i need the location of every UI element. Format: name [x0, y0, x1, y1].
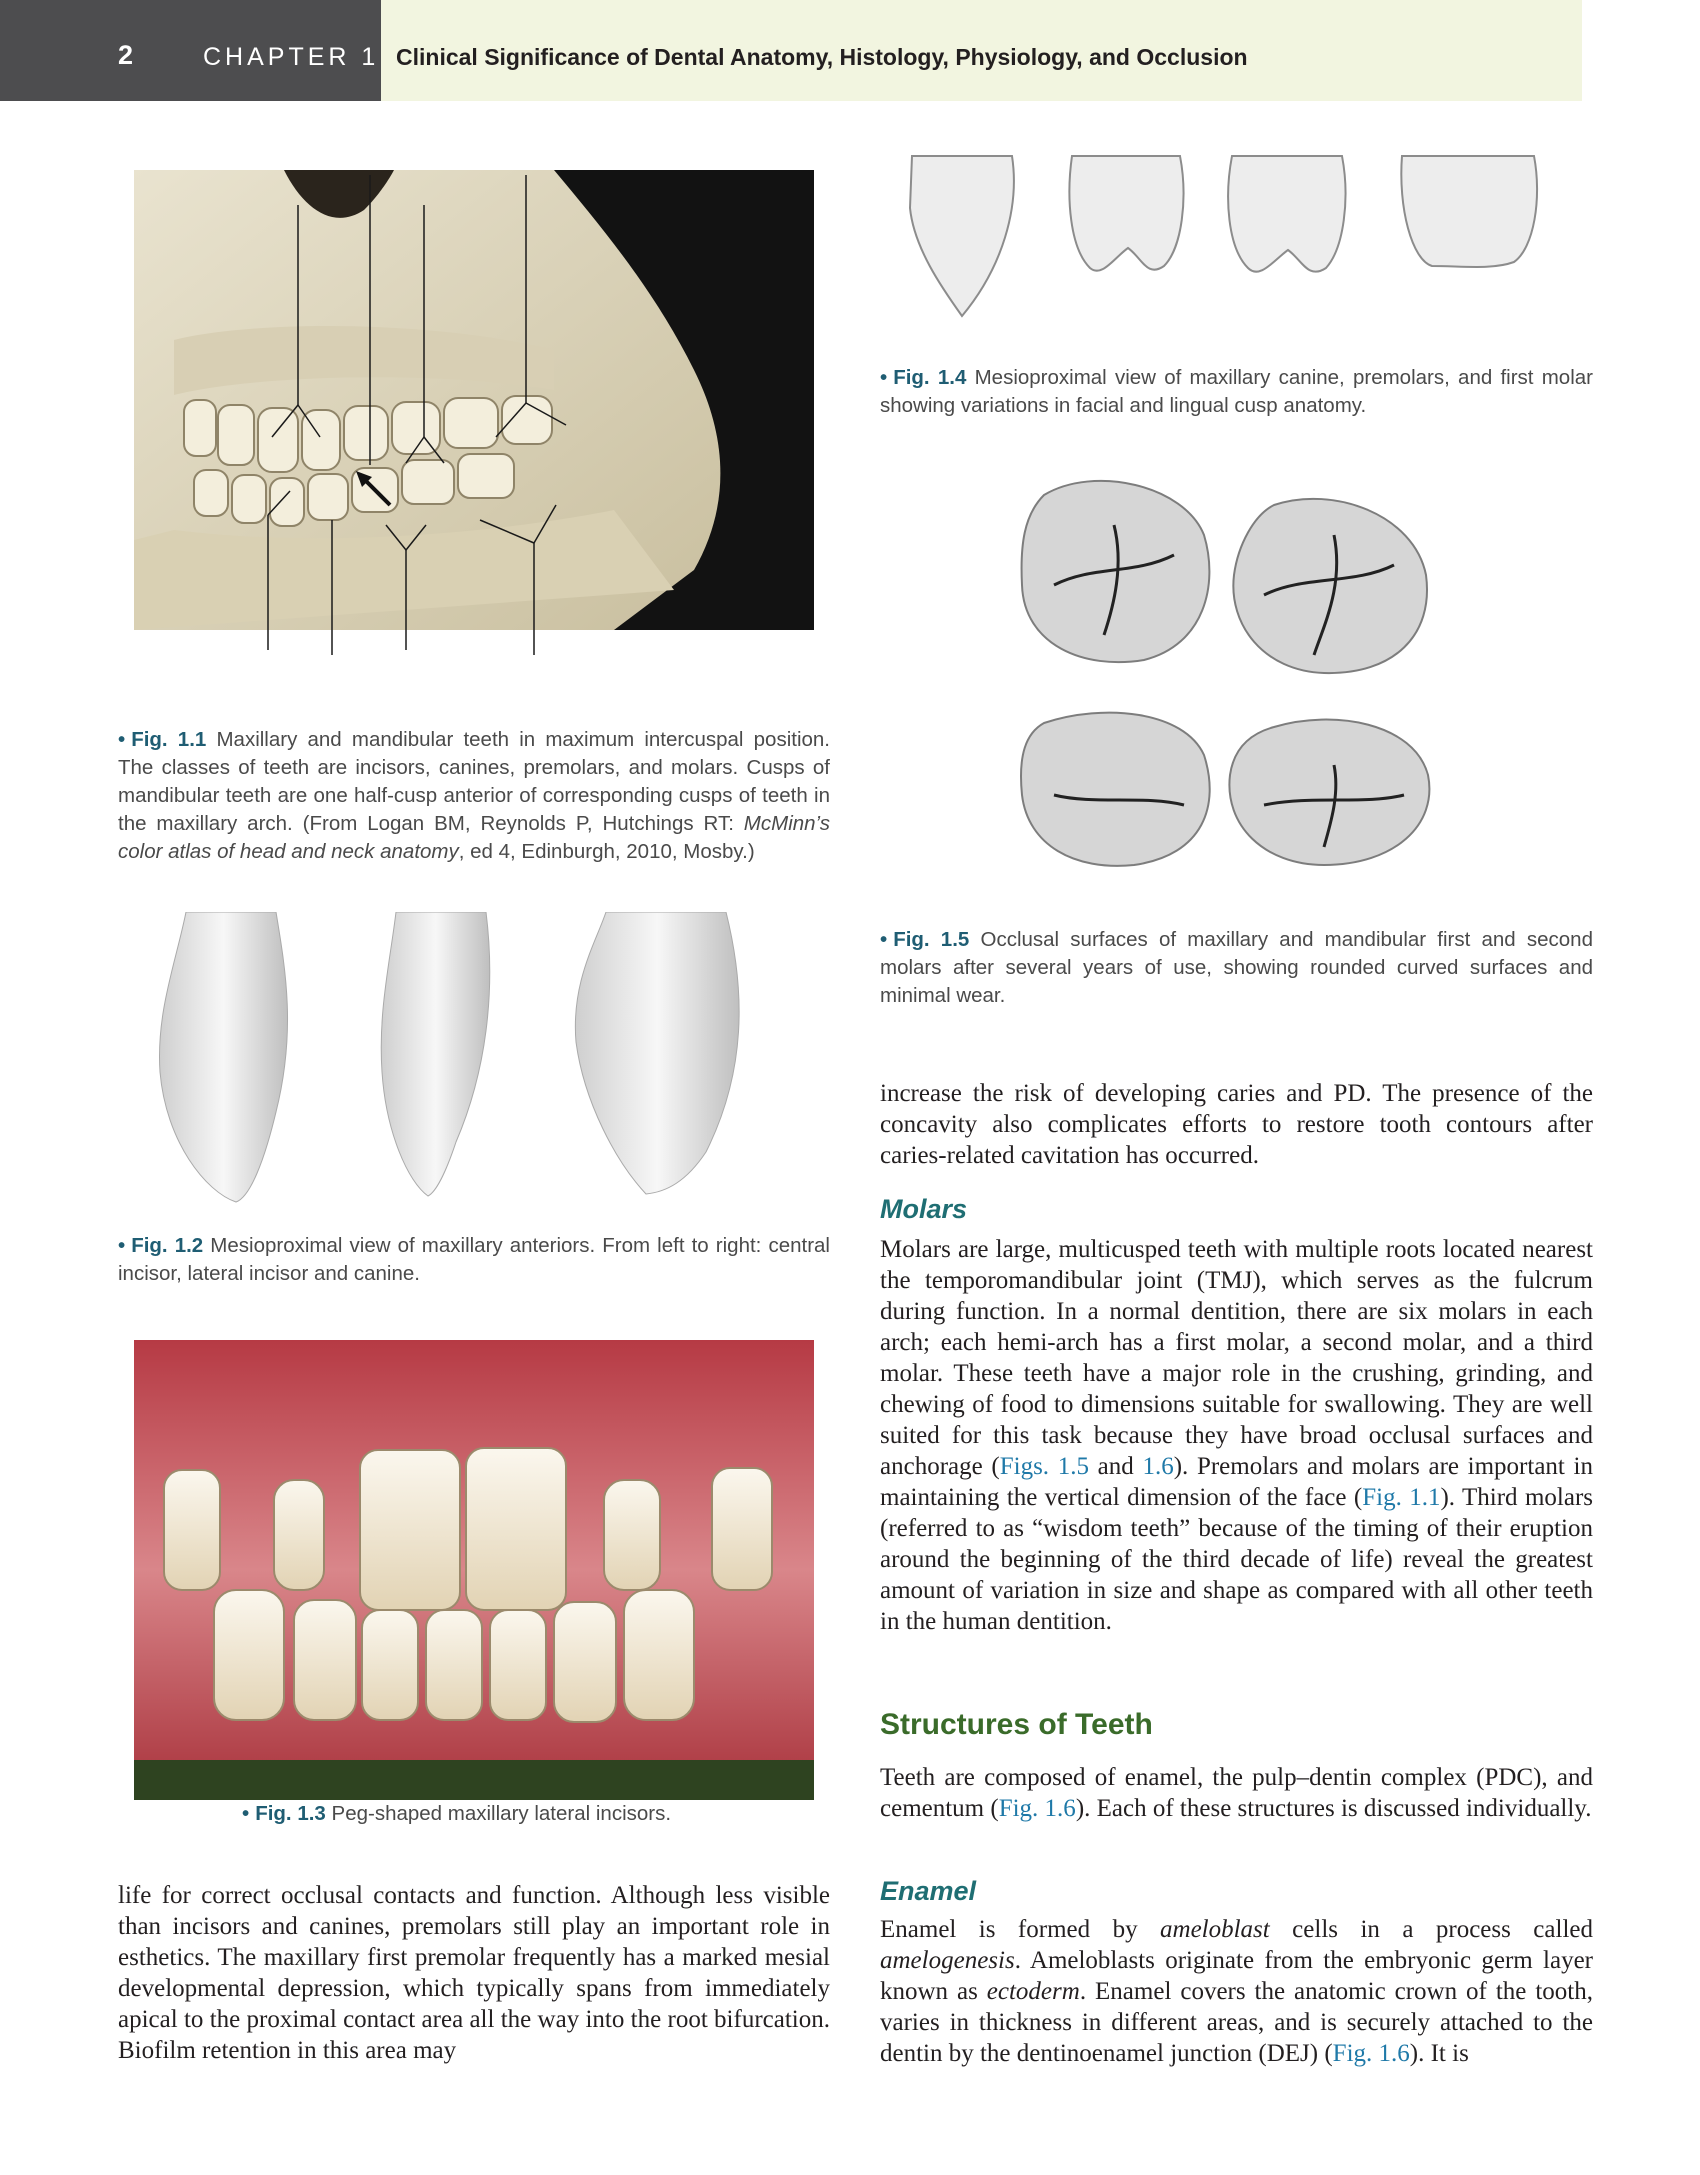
ref-figs-1-5[interactable]: Figs. 1.5: [999, 1453, 1089, 1480]
ref-fig-1-1[interactable]: Fig. 1.1: [1362, 1484, 1441, 1511]
enamel-paragraph: Enamel is formed by ameloblast cells in a process called amelogenesis. Ameloblasts originate from the embryonic germ layer known as ectoderm. Enamel covers the anatomic crown of the tooth, varies in thickness in different areas, and is securely attached to the dentin by the dentinoenamel junction (DEJ) (Fig. 1.6). It is: [880, 1916, 1593, 2067]
fig-1-1-leader-lines: [260, 175, 590, 655]
fig-1-1-label: Fig. 1.1: [131, 728, 207, 751]
fig-1-1-caption: • Fig. 1.1 Maxillary and mandibular teeth in maximum intercuspal position. The classes of teeth are incisors, canines, premolars, and molars. Cusps of mandibular teeth are one half-cusp anterior of corresponding cusps of teeth in the maxillary arch. (From Logan BM, Reynolds P, Hutchings RT: McMinn’s color atlas of head and neck anatomy, ed 4, Edinburgh, 2010, Mosby.): [118, 728, 830, 863]
page-number: 2: [118, 40, 134, 70]
fig-1-3-label: Fig. 1.3: [255, 1802, 326, 1825]
molars-paragraph: Molars are large, multicusped teeth with multiple roots located nearest the temporomandibular joint (TMJ), which serves as the fulcrum during function. In a normal dentition, there are six molars in each arch; each hemi-arch has a first molar, a second molar, and a third molar. These teeth have a major role in the crushing, grinding, and chewing of food to dimensions suitable for swallowing. They are well suited for this task because they have broad occlusal surfaces and anchorage (Figs. 1.5 and 1.6). Premolars and molars are important in maintaining the vertical dimension of the face (Fig. 1.1). Third molars (referred to as “wisdom teeth” because of the timing of their eruption around the beginning of the third decade of life) reveal the greatest amount of variation in size and shape as compared with all other teeth in the human dentition.: [880, 1236, 1593, 1635]
chapter-label: CHAPTER 1: [203, 43, 380, 71]
bullet-icon: •: [880, 366, 888, 389]
fig-1-4-label: Fig. 1.4: [893, 366, 967, 389]
fig-1-2-label: Fig. 1.2: [131, 1234, 204, 1257]
fig-1-3-image: [134, 1340, 814, 1800]
fig-1-2-caption: • Fig. 1.2 Mesioproximal view of maxillary anteriors. From left to right: central incisor, lateral incisor and canine.: [118, 1234, 830, 1285]
structures-heading: Structures of Teeth: [880, 1708, 1153, 1741]
fig-1-5-caption: • Fig. 1.5 Occlusal surfaces of maxillary and mandibular first and second molars after several years of use, showing rounded curved surfaces and minimal wear.: [880, 928, 1593, 1007]
fig-1-3-caption: • Fig. 1.3 Peg-shaped maxillary lateral incisors.: [242, 1802, 672, 1825]
fig-1-5-label: Fig. 1.5: [893, 928, 970, 951]
bullet-icon: •: [118, 1234, 126, 1257]
structures-paragraph: Teeth are composed of enamel, the pulp–dentin complex (PDC), and cementum (Fig. 1.6). Each of these structures is discussed individually.: [880, 1764, 1593, 1822]
fig-1-4-caption: • Fig. 1.4 Mesioproximal view of maxillary canine, premolars, and first molar showing variations in facial and lingual cusp anatomy.: [880, 366, 1593, 417]
bullet-icon: •: [242, 1802, 250, 1825]
fig-1-4-image: [902, 148, 1582, 323]
enamel-heading: Enamel: [880, 1876, 977, 1906]
intro-paragraph: increase the risk of developing caries and PD. The presence of the concavity also complicates efforts to restore tooth contours after caries-related cavitation has occurred.: [880, 1080, 1593, 1169]
ref-fig-1-6[interactable]: Fig. 1.6: [1332, 2040, 1410, 2067]
molars-heading: Molars: [880, 1194, 968, 1224]
ref-fig-1-6[interactable]: Fig. 1.6: [998, 1795, 1076, 1822]
bullet-icon: •: [880, 928, 888, 951]
running-title: Clinical Significance of Dental Anatomy, Histology, Physiology, and Occlusion: [396, 44, 1248, 70]
fig-1-2-image: [146, 912, 796, 1212]
fig-1-5-image: [1014, 475, 1464, 895]
ref-fig-1-6[interactable]: 1.6: [1142, 1453, 1174, 1480]
left-body-paragraph: life for correct occlusal contacts and function. Although less visible than incisors and canines, premolars still play an important role in esthetics. The maxillary first premolar frequently has a marked mesial developmental depression, which typically spans from immediately apical to the proximal contact area all the way into the root bifurcation. Biofilm retention in this area may: [118, 1882, 830, 2064]
bullet-icon: •: [118, 728, 126, 751]
